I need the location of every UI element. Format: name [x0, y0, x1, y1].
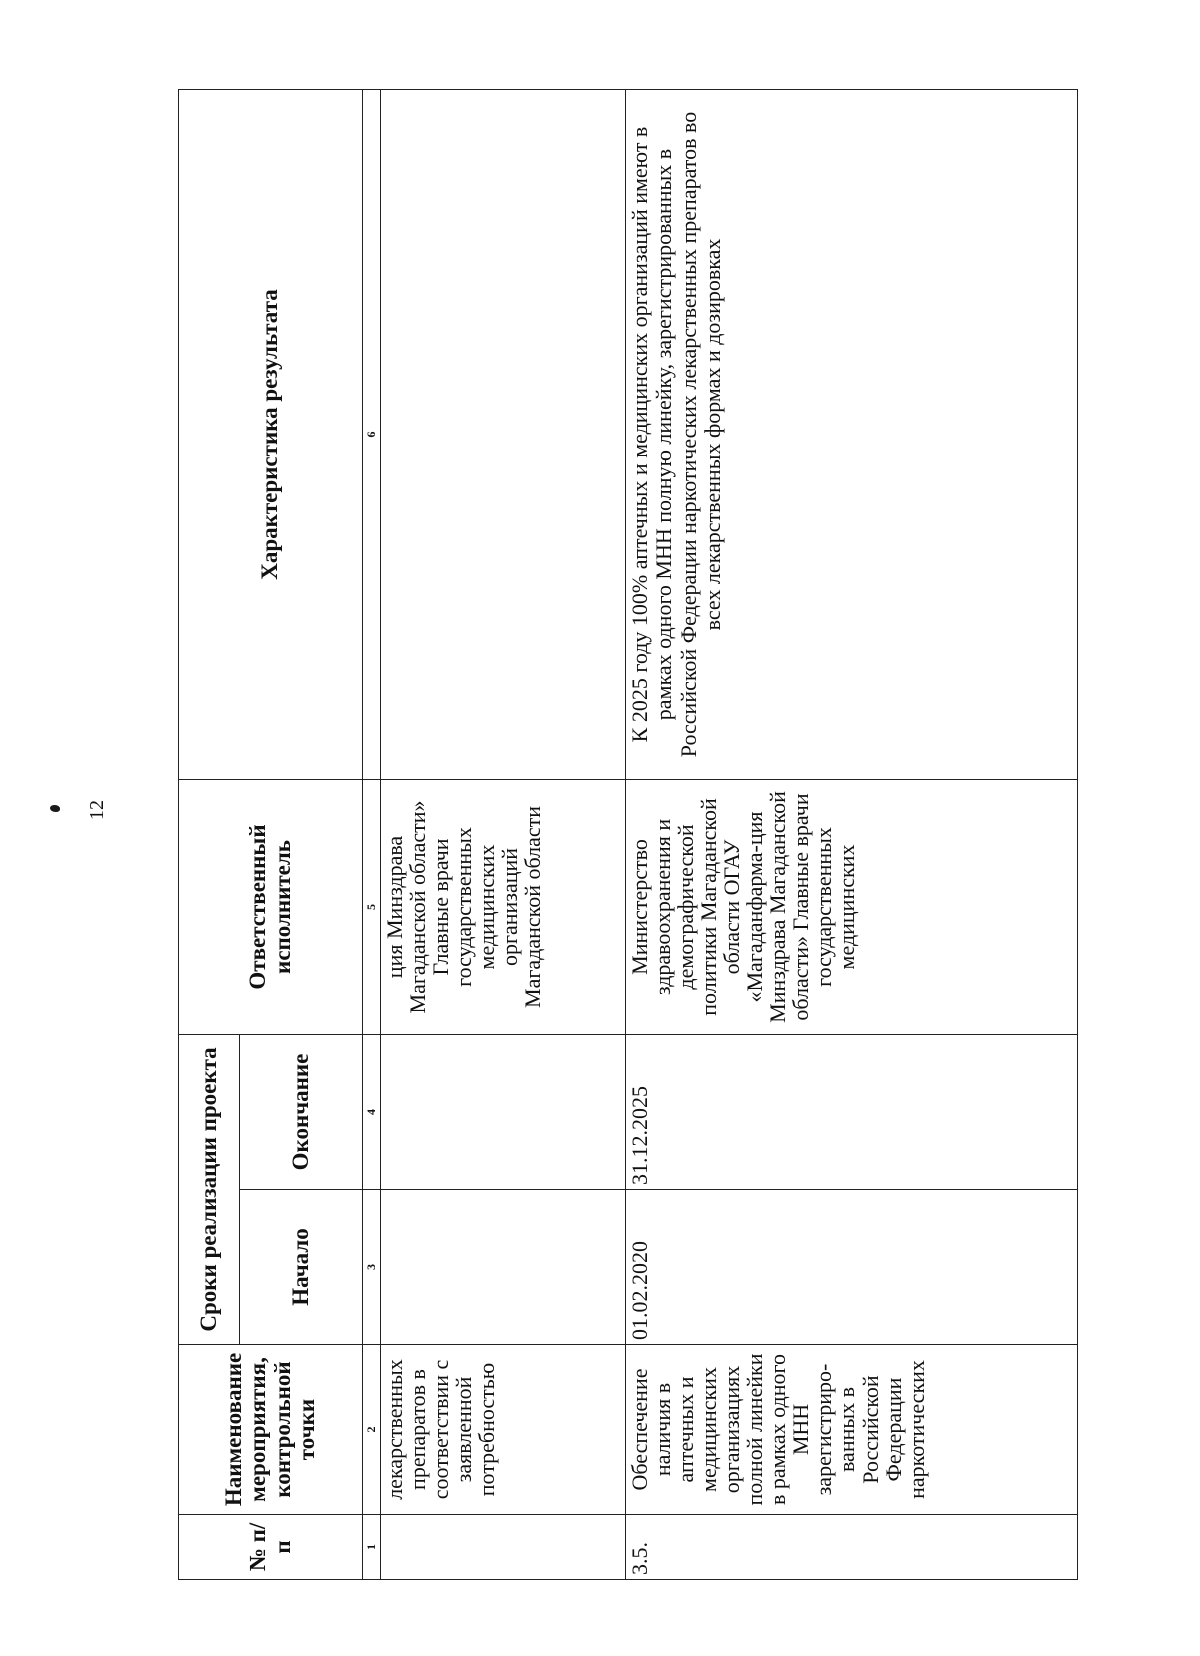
table-row: [625, 89, 1077, 1579]
column-number: 5: [363, 779, 381, 1034]
column-number: 4: [363, 1034, 381, 1189]
page-number: 12: [86, 800, 108, 820]
row-result: [380, 89, 625, 779]
header-result: Характеристика результата: [179, 89, 363, 779]
header-start: Начало: [240, 1190, 363, 1345]
row-name: Обеспечение наличия в аптечных и медицинских организациях полной линейки в рамках одного МНН зарегистриро-ванных в Российской Федерации наркотических: [625, 1345, 1077, 1515]
header-end: Окончание: [240, 1034, 363, 1189]
header-executor: Ответственный исполнитель: [179, 779, 363, 1034]
row-executor: Министерство здравоохранения и демографической политики Магаданской области ОГАУ «Магаданфарма-ция Минздрава Магаданской области» Главные врачи государственных медицинских: [625, 779, 1077, 1034]
header-name: Наименование мероприятия, контрольной точки: [179, 1345, 363, 1515]
row-start: 01.02.2020: [625, 1190, 1077, 1345]
activities-table: [178, 89, 1078, 1580]
row-num: [380, 1515, 625, 1580]
header-num: № п/п: [179, 1515, 363, 1580]
row-end: [380, 1034, 625, 1189]
table-row: [380, 89, 625, 1579]
column-number-row: [363, 89, 381, 1579]
row-num: 3.5.: [625, 1515, 1077, 1580]
row-result: К 2025 году 100% аптечных и медицинских организаций имеют в рамках одного МНН полную линейку, зарегистрированных в Российской Федерации наркотических лекарственных препаратов во всех лекарственных формах и дозировках: [625, 89, 1077, 779]
header-row: [179, 89, 240, 1579]
row-end: 31.12.2025: [625, 1034, 1077, 1189]
column-number: 3: [363, 1190, 381, 1345]
column-number: 1: [363, 1515, 381, 1580]
row-name: лекарственных препаратов в соответствии с заявленной потребностью: [380, 1345, 625, 1515]
row-start: [380, 1190, 625, 1345]
column-number: 6: [363, 89, 381, 779]
scan-artifact: [50, 805, 60, 812]
column-number: 2: [363, 1345, 381, 1515]
row-executor: ция Минздрава Магаданской области» Главные врачи государственных медицинских организаций Магаданской области: [380, 779, 625, 1034]
header-terms: Сроки реализации проекта: [179, 1034, 240, 1344]
rotated-table-container: [178, 90, 1078, 1580]
